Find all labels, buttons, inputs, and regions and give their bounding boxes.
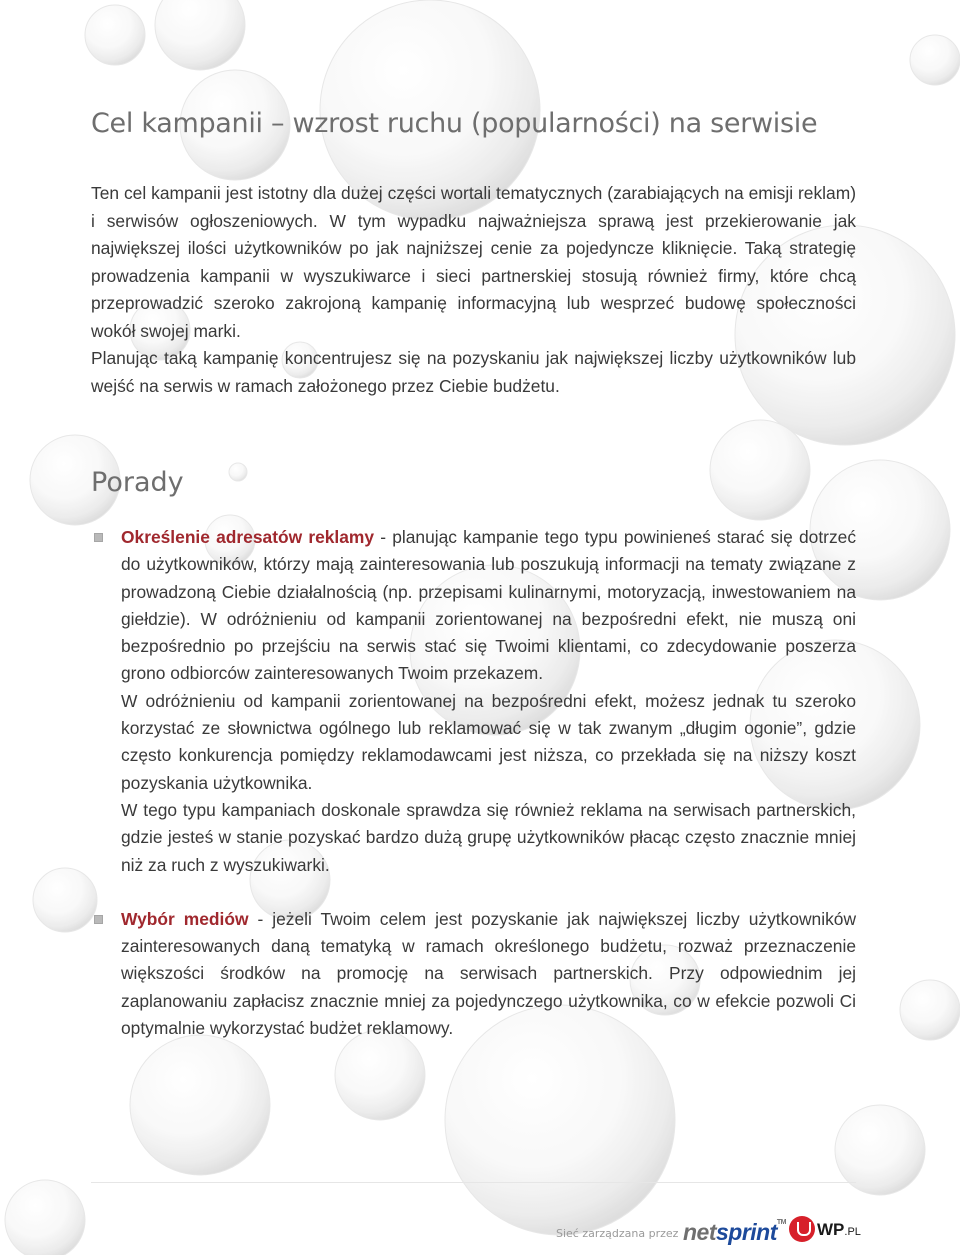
tip-heading: Wybór mediów <box>121 908 249 929</box>
tip-text: - jeżeli Twoim celem jest pozyskanie jak największej liczby użytkowników zainteresowanych daną tematyką w ramach określonego budżetu, rozważ przeznaczenie większości środków na promocję na serwisach partnerskich. Przy odpowiednim jej zaplanowaniu zapłacisz znacznie mniej za pojedynczego użytkownika, co w efekcie pozwoli Ci optymalnie wykorzystać budżet reklamowy. <box>121 908 857 1039</box>
tip-paragraph <box>121 524 856 688</box>
tips-heading: Porady <box>91 467 184 498</box>
square-bullet-icon <box>94 533 103 542</box>
tip-heading: Określenie adresatów reklamy <box>121 527 375 547</box>
tips-list <box>91 524 856 1042</box>
tip-paragraph: W odróżnieniu od kampanii zorientowanej na bezpośredni efekt, możesz jednak tu szeroko korzystać ze słownictwa ogólnego lub reklamować się w tak zwanym „długim ogonie”, gdzie często konkurencja pomiędzy reklamodawcami jest niższa, co przekłada się na niższy koszt pozyskania użytkownika. <box>121 690 856 793</box>
footer-note: Sieć zarządzana przez <box>556 1227 679 1240</box>
intro-text <box>91 180 856 400</box>
tip-text: - planując kampanie tego typu powinieneś starać się dotrzeć do użytkowników, którzy mają zainteresowania lub poszukują informacji na tematy związane z prowadzoną Ciebie działalnością (np. przepisami kulinarnymi, motoryzacją, inwestowaniem na giełdzie). W odróżnieniu od kampanii zorientowanej na bezpośredni efekt, nie muszą oni bezpośrednio po przejściu na serwis stać się Twoimi klientami, co zdecydowanie poszerza grono odbiorców zainteresowanych Twoim przekazem. <box>121 527 857 684</box>
intro-paragraph: Planując taką kampanię koncentrujesz się na pozyskaniu jak największej liczby użytkowników lub wejść na serwis w ramach założonego przez Ciebie budżetu. <box>91 348 856 396</box>
list-item <box>91 524 856 879</box>
footer-divider <box>91 1182 856 1183</box>
list-item <box>91 906 856 1042</box>
page-title: Cel kampanii – wzrost ruchu (popularności) na serwisie <box>91 108 818 139</box>
netsprint-logo: netsprint™ <box>683 1219 786 1245</box>
square-bullet-icon <box>94 915 103 924</box>
tip-paragraph <box>121 906 856 1042</box>
intro-paragraph: Ten cel kampanii jest istotny dla dużej części wortali tematycznych (zarabiających na emisji reklam) i serwisów ogłoszeniowych. W tym wypadku najważniejsza sprawą jest przekierowanie jak największej ilości użytkowników po jak najniższej cenie za pojedyncze kliknięcie. Taką strategię prowadzenia kampanii w wyszukiwarce i sieci partnerskiej stosują również firmy, które chcą przeprowadzić szeroko zakrojoną kampanię informacyjną lub wesprzeć budowę społeczności wokół swojej marki. <box>91 183 856 341</box>
tip-paragraph: W tego typu kampaniach doskonale sprawdza się również reklama na serwisach partnerskich, gdzie jesteś w stanie pozyskać bardzo dużą grupę użytkowników płacąc często znacznie mniej niż za ruch z wyszukiwarki. <box>121 799 856 875</box>
wp-logo-icon <box>789 1216 815 1242</box>
page-content: Cel kampanii – wzrost ruchu (popularności) na serwisie Ten cel kampanii jest istotny dla dużej części wortali tematycznych (zarabiających na emisji reklam) i serwisów ogłoszeniowych. W tym wypadku najważniejsza sprawą jest przekierowanie jak największej ilości użytkowników po jak najniższej cenie za pojedyncze kliknięcie. Taką strategię prowadzenia kampanii w wyszukiwarce i sieci partnerskiej stosują również firmy, które chcą przeprowadzić szeroko zakrojoną kampanię informacyjną lub wesprzeć budowę społeczności wokół swojej marki. Planując taką kampanię koncentrujesz się na pozyskaniu jak największej liczby użytkowników lub wejść na serwis w ramach założonego przez Ciebie budżetu. Porady Określenie adresatów reklamy - planując kampanie tego typu powinieneś starać się dotrzeć do użytkowników, którzy mają zainteresowania lub poszukują informacji na tematy związane z prowadzoną Ciebie działalnością (np. przepisami kulinarnymi, motoryzacją, inwestowaniem na giełdzie). W odróżnieniu od kampanii zorientowanej na bezpośredni efekt, nie muszą oni bezpośrednio po przejściu na serwis stać się Twoimi klientami, co zdecydowanie poszerza grono odbiorców zainteresowanych Twoim przekazem. W odróżnieniu od kampanii zorientowanej na bezpośredni efekt, możesz jednak tu szeroko korzystać ze słownictwa ogólnego lub reklamować się w tak zwanym „długim ogonie”, gdzie często konkurencja pomiędzy reklamodawcami jest niższa, co przekłada się na niższy koszt pozyskania użytkownika. W tego typu kampaniach doskonale sprawdza się również reklama na serwisach partnerskich, gdzie jesteś w stanie pozyskać bardzo dużą grupę użytkowników płacąc często znacznie mniej niż za ruch z wyszukiwarki. Wybór mediów - jeżeli Twoim celem jest pozyskanie jak największej liczby użytkowników zainteresowanych daną tematyką w ramach określonego budżetu, rozważ przeznaczenie większości środków na promocję na serwisach partnerskich. Przy odpowiednim jej zaplanowaniu zapłacisz znacznie mniej za pojedynczego użytkownika, co w efekcie pozwoli Ci optymalnie wykorzystać budżet reklamowy. Sieć zarządzana przez netsprint™ WP.PL <box>91 108 861 1245</box>
